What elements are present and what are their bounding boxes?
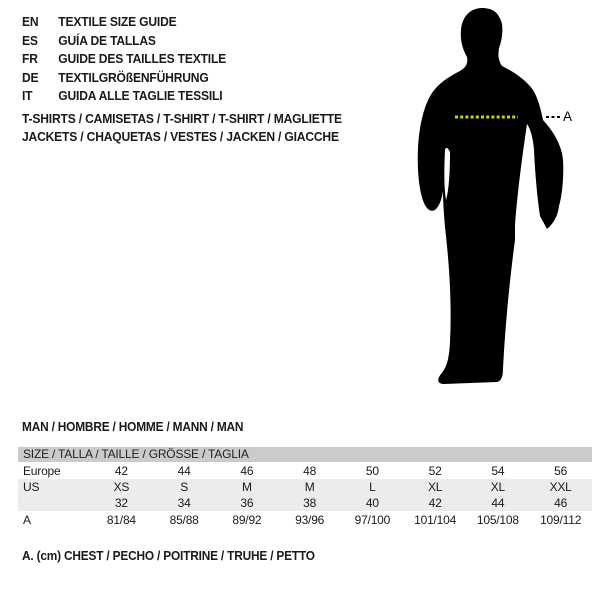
size-value: 38 xyxy=(303,496,317,510)
size-value: 42 xyxy=(428,496,442,510)
language-row xyxy=(22,32,226,51)
size-value: 93/96 xyxy=(295,512,325,527)
language-row xyxy=(22,87,226,106)
size-value: 46 xyxy=(240,463,254,478)
size-table xyxy=(18,447,592,528)
size-value: 50 xyxy=(365,463,379,478)
size-value: 101/104 xyxy=(414,512,457,527)
size-value: M xyxy=(304,480,315,494)
size-value: 105/108 xyxy=(476,512,519,527)
language-code: DE xyxy=(22,69,39,85)
category-list xyxy=(22,110,366,145)
size-table-header: SIZE / TALLA / TAILLE / GRÖSSE / TAGLIA xyxy=(18,447,592,462)
language-code: IT xyxy=(22,88,33,104)
language-text: GUIDA ALLE TAGLIE TESSILI xyxy=(58,88,223,104)
chest-measure-label: A xyxy=(563,109,573,124)
table-row-europe xyxy=(18,462,592,479)
language-code: EN xyxy=(22,14,39,29)
man-silhouette-svg xyxy=(398,0,600,400)
row-label: A xyxy=(23,512,31,527)
category-tshirts: T-SHIRTS / CAMISETAS / T-SHIRT / T-SHIRT / MAGLIETTE xyxy=(22,111,342,126)
size-value: 44 xyxy=(491,496,505,510)
man-silhouette xyxy=(418,8,564,384)
size-value: 32 xyxy=(114,496,128,510)
size-value: 34 xyxy=(177,496,191,510)
size-value: 44 xyxy=(177,463,191,478)
size-value: 52 xyxy=(428,463,442,478)
table-row-chest-a xyxy=(18,511,592,528)
language-code: FR xyxy=(22,51,38,67)
size-value: 109/112 xyxy=(540,512,582,527)
size-value: 36 xyxy=(240,496,254,510)
size-value: XXL xyxy=(549,480,572,494)
language-text: GUIDE DES TAILLES TEXTILE xyxy=(58,51,227,67)
size-value: 97/100 xyxy=(354,512,391,527)
man-silhouette-figure xyxy=(398,0,600,400)
language-row xyxy=(22,50,226,69)
language-text: TEXTILE SIZE GUIDE xyxy=(58,14,177,29)
size-value: 42 xyxy=(114,463,128,478)
table-row-us xyxy=(18,479,592,495)
language-text: GUÍA DE TALLAS xyxy=(58,32,156,48)
language-text: TEXTILGRÖßENFÜHRUNG xyxy=(58,69,209,85)
size-value: 48 xyxy=(303,463,317,478)
language-row xyxy=(22,13,226,32)
row-label: US xyxy=(23,480,40,494)
language-row xyxy=(22,69,226,88)
size-value: 40 xyxy=(365,496,379,510)
size-value: 56 xyxy=(554,463,568,478)
size-value: M xyxy=(241,480,252,494)
category-jackets: JACKETS / CHAQUETAS / VESTES / JACKEN / GIACCHE xyxy=(22,128,339,144)
section-title-man: MAN / HOMBRE / HOMME / MANN / MAN xyxy=(22,420,244,434)
size-value: 89/92 xyxy=(232,512,262,527)
row-label: Europe xyxy=(23,463,61,478)
language-list xyxy=(22,13,241,106)
size-value: S xyxy=(180,480,189,494)
size-value: L xyxy=(369,480,376,494)
size-value: 81/84 xyxy=(106,512,136,527)
size-value: 85/88 xyxy=(169,512,199,527)
size-value: XL xyxy=(490,480,506,494)
language-code: ES xyxy=(22,32,38,48)
measurement-footnote: A. (cm) CHEST / PECHO / POITRINE / TRUHE / PETTO xyxy=(22,549,315,563)
size-value: 54 xyxy=(491,463,505,478)
size-value: XL xyxy=(427,480,443,494)
table-row-numeric xyxy=(18,495,592,511)
size-value: XS xyxy=(113,480,130,494)
size-value: 46 xyxy=(554,496,568,510)
